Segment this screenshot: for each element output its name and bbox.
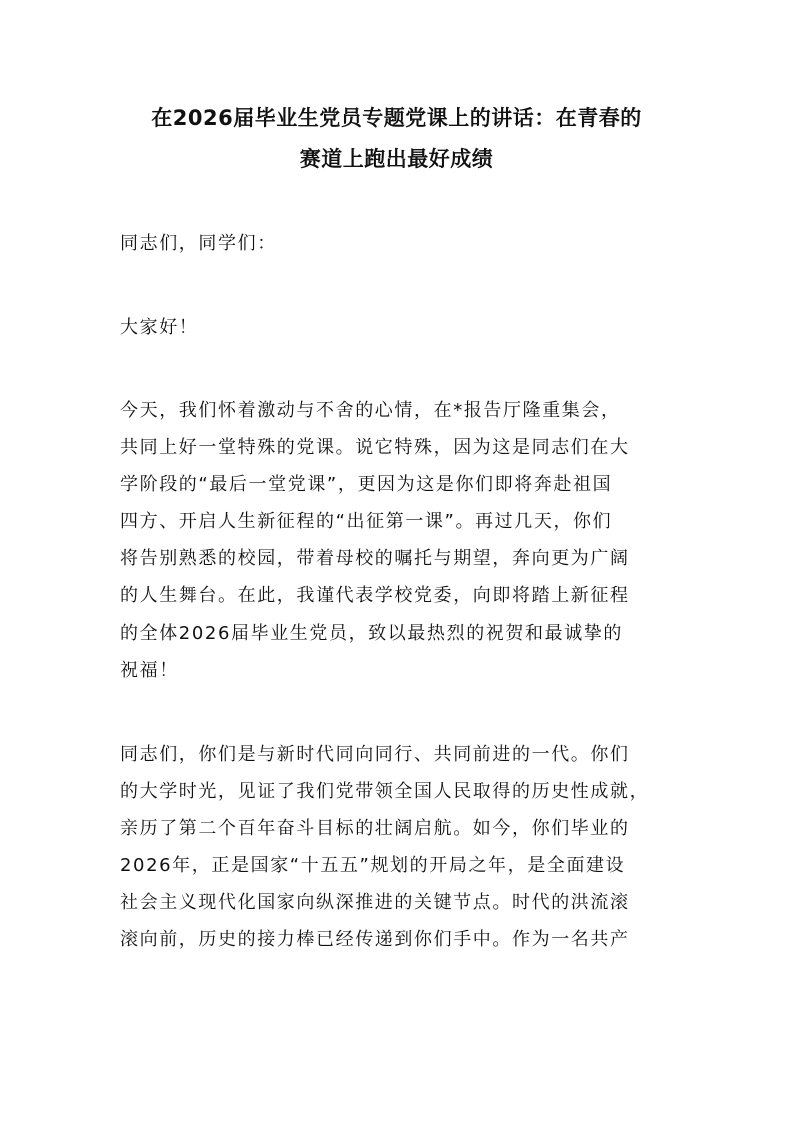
paragraph-line: 祝福！: [120, 660, 179, 681]
document-title-line-2: 赛道上跑出最好成绩: [299, 147, 494, 171]
paragraph-line: 将告别熟悉的校园，带着母校的嘱托与期望，奔向更为广阔: [120, 548, 630, 569]
paragraph-line: 的人生舞台。在此，我谨代表学校党委，向即将踏上新征程: [120, 585, 630, 606]
paragraph-line: 学阶段的“最后一堂党课”，更因为这是你们即将奔赴祖国: [120, 474, 613, 495]
salutation: 同志们，同学们：: [120, 233, 277, 254]
document-title-line-1: 在2026届毕业生党员专题党课上的讲话：在青春的: [151, 106, 642, 130]
paragraph-line: 社会主义现代化国家向纵深推进的关键节点。时代的洪流滚: [120, 892, 630, 913]
paragraph-line: 同志们，你们是与新时代同向同行、共同前进的一代。你们: [120, 744, 630, 765]
greeting: 大家好！: [120, 317, 199, 338]
paragraph-line: 今天，我们怀着激动与不舍的心情，在*报告厅隆重集会，: [120, 400, 621, 421]
paragraph-line: 的全体2026届毕业生党员，致以最热烈的祝贺和最诚挚的: [120, 623, 624, 644]
paragraph-line: 四方、开启人生新征程的“出征第一课”。再过几天，你们: [120, 511, 613, 532]
paragraph-line: 2026年，正是国家“十五五”规划的开局之年，是全面建设: [120, 855, 626, 876]
paragraph-line: 亲历了第二个百年奋斗目标的壮阔启航。如今，你们毕业的: [120, 818, 630, 839]
paragraph-line: 的大学时光，见证了我们党带领全国人民取得的历史性成就，: [120, 781, 650, 802]
paragraph-line: 共同上好一堂特殊的党课。说它特殊，因为这是同志们在大: [120, 437, 630, 458]
paragraph-line: 滚向前，历史的接力棒已经传递到你们手中。作为一名共产: [120, 929, 630, 950]
